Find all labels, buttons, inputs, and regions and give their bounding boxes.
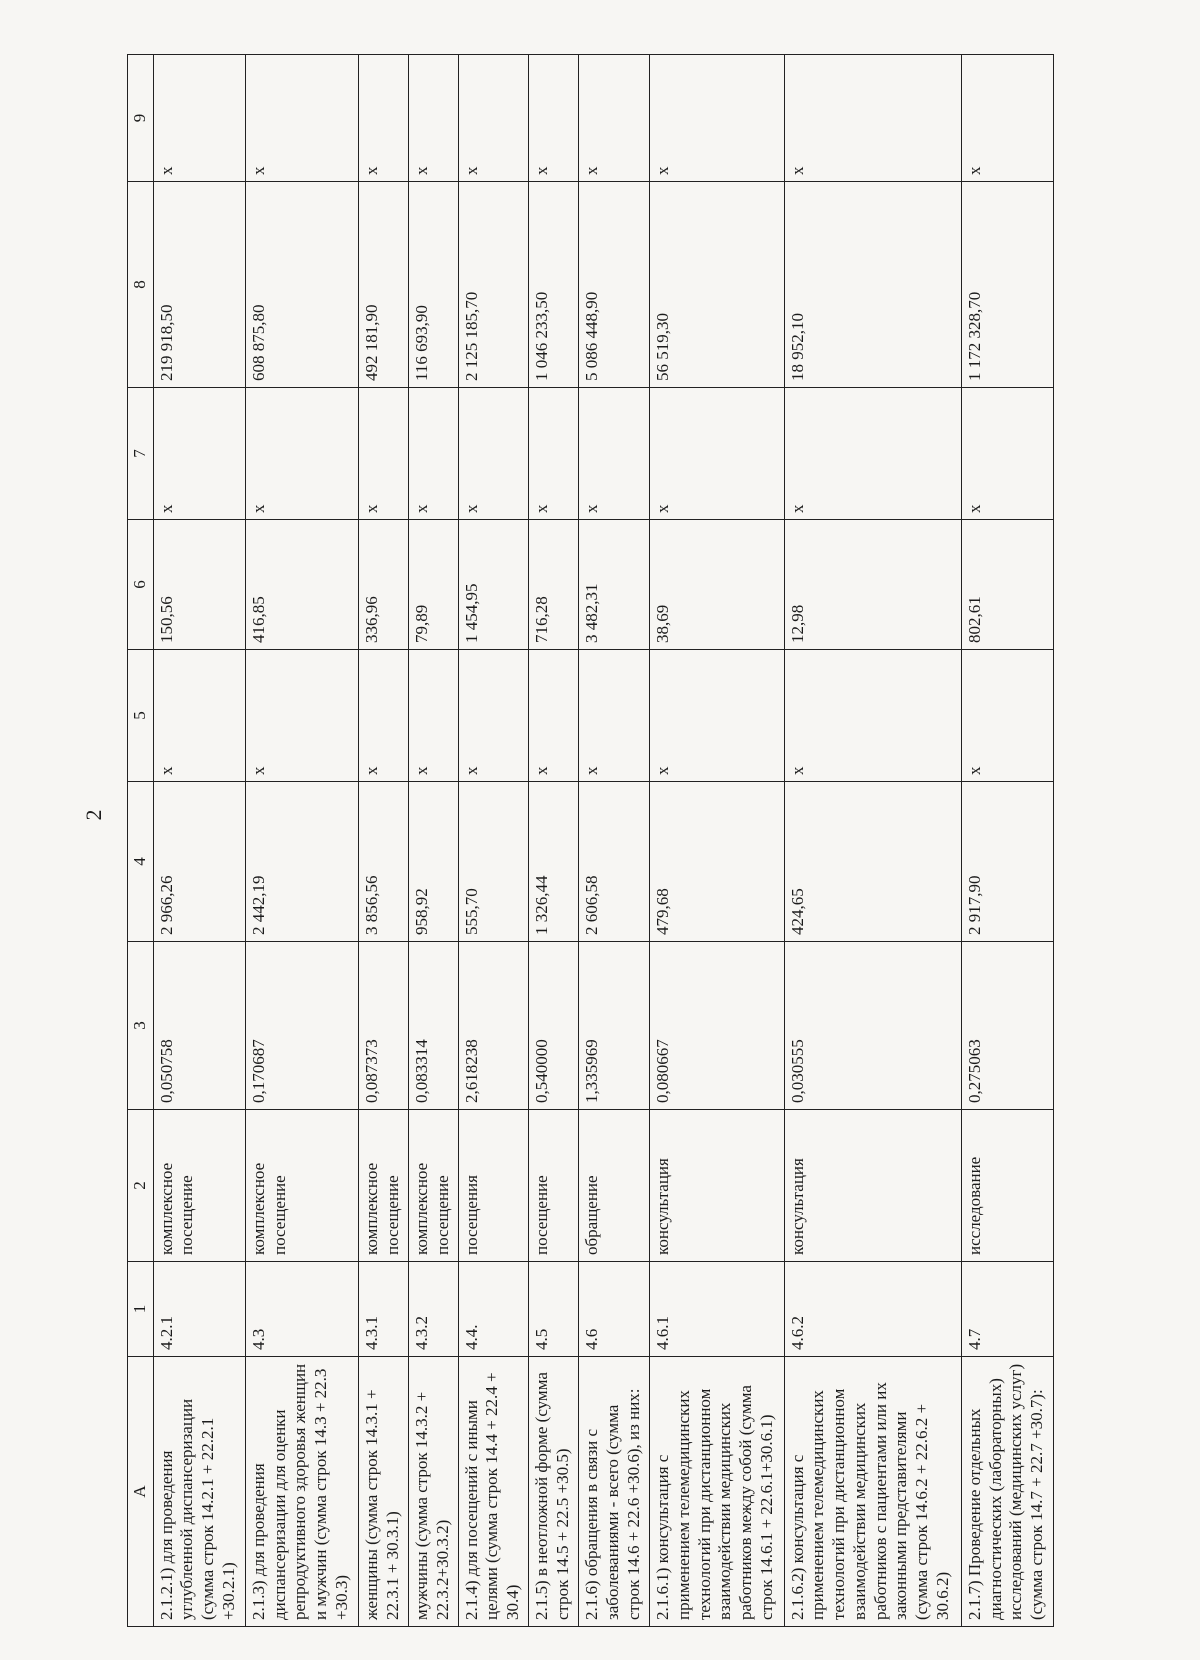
mark-cell-9: x <box>529 55 579 182</box>
value-cell-4: 555,70 <box>458 782 529 942</box>
row-label: 2.1.6.1) консультация с применением телемедицинских технологий при дистанционном взаимодействии медицинских работников между собой (сумма строк 14.6.1 + 22.6.1+30.6.1) <box>650 1357 785 1627</box>
page-number: 2 <box>81 809 106 821</box>
value-cell-6: 150,56 <box>153 520 245 650</box>
mark-cell-5: x <box>961 650 1053 782</box>
value-cell-6: 12,98 <box>784 520 961 650</box>
column-header: A <box>128 1357 154 1627</box>
value-cell-6: 38,69 <box>650 520 785 650</box>
value-cell-6: 716,28 <box>529 520 579 650</box>
column-header: 6 <box>128 520 154 650</box>
value-cell-6: 802,61 <box>961 520 1053 650</box>
value-cell-8: 1 046 233,50 <box>529 182 579 388</box>
value-cell-8: 608 875,80 <box>245 182 358 388</box>
mark-cell-9: x <box>245 55 358 182</box>
unit-cell: комплексное посещение <box>153 1110 245 1262</box>
unit-cell: исследование <box>961 1110 1053 1262</box>
column-header: 7 <box>128 388 154 520</box>
row-number: 4.6.1 <box>650 1262 785 1357</box>
value-cell-4: 2 966,26 <box>153 782 245 942</box>
value-cell-6: 336,96 <box>359 520 409 650</box>
mark-cell-9: x <box>359 55 409 182</box>
value-cell-4: 1 326,44 <box>529 782 579 942</box>
mark-cell-5: x <box>458 650 529 782</box>
unit-cell: посещения <box>458 1110 529 1262</box>
row-number: 4.3.1 <box>359 1262 409 1357</box>
column-header: 9 <box>128 55 154 182</box>
table-row <box>784 55 961 1627</box>
unit-cell: комплексное посещение <box>359 1110 409 1262</box>
value-cell-4: 958,92 <box>408 782 458 942</box>
value-cell-3: 0,540000 <box>529 942 579 1110</box>
value-cell-6: 416,85 <box>245 520 358 650</box>
value-cell-4: 2 442,19 <box>245 782 358 942</box>
value-cell-8: 56 519,30 <box>650 182 785 388</box>
column-header: 8 <box>128 182 154 388</box>
table-row <box>529 55 579 1627</box>
value-cell-4: 2 606,58 <box>579 782 650 942</box>
row-label: 2.1.6) обращения в связи с заболеваниями - всего (сумма строк 14.6 + 22.6 +30.6), из них: <box>579 1357 650 1627</box>
mark-cell-7: x <box>529 388 579 520</box>
mark-cell-7: x <box>961 388 1053 520</box>
value-cell-4: 2 917,90 <box>961 782 1053 942</box>
value-cell-3: 0,080667 <box>650 942 785 1110</box>
value-cell-6: 79,89 <box>408 520 458 650</box>
table-row <box>650 55 785 1627</box>
mark-cell-5: x <box>784 650 961 782</box>
unit-cell: консультация <box>650 1110 785 1262</box>
row-number: 4.5 <box>529 1262 579 1357</box>
row-label: 2.1.7) Проведение отдельных диагностических (лабораторных) исследований (медицинских услуг) (сумма строк 14.7 + 22.7 +30.7): <box>961 1357 1053 1627</box>
row-number: 4.3 <box>245 1262 358 1357</box>
mark-cell-7: x <box>245 388 358 520</box>
table-row <box>458 55 529 1627</box>
value-cell-3: 0,170687 <box>245 942 358 1110</box>
unit-cell: комплексное посещение <box>408 1110 458 1262</box>
mark-cell-9: x <box>784 55 961 182</box>
mark-cell-7: x <box>458 388 529 520</box>
row-number: 4.7 <box>961 1262 1053 1357</box>
mark-cell-7: x <box>408 388 458 520</box>
value-cell-4: 424,65 <box>784 782 961 942</box>
value-cell-4: 479,68 <box>650 782 785 942</box>
mark-cell-9: x <box>579 55 650 182</box>
mark-cell-9: x <box>153 55 245 182</box>
value-cell-3: 0,275063 <box>961 942 1053 1110</box>
mark-cell-5: x <box>245 650 358 782</box>
value-cell-3: 0,083314 <box>408 942 458 1110</box>
value-cell-3: 0,050758 <box>153 942 245 1110</box>
unit-cell: обращение <box>579 1110 650 1262</box>
row-number: 4.2.1 <box>153 1262 245 1357</box>
row-label: 2.1.6.2) консультация с применением телемедицинских технологий при дистанционном взаимодействии медицинских работников с пациентами или их законными представителями (сумма строк 14.6.2 + 22.6.2 + 30.6.2) <box>784 1357 961 1627</box>
data-table <box>127 54 1054 1627</box>
mark-cell-7: x <box>359 388 409 520</box>
mark-cell-7: x <box>153 388 245 520</box>
table-row <box>153 55 245 1627</box>
unit-cell: посещение <box>529 1110 579 1262</box>
row-label: 2.1.4) для посещений с иными целями (сумма строк 14.4 + 22.4 + 30.4) <box>458 1357 529 1627</box>
column-header: 1 <box>128 1262 154 1357</box>
mark-cell-5: x <box>529 650 579 782</box>
mark-cell-5: x <box>408 650 458 782</box>
value-cell-8: 492 181,90 <box>359 182 409 388</box>
value-cell-3: 1,335969 <box>579 942 650 1110</box>
row-number: 4.6 <box>579 1262 650 1357</box>
unit-cell: консультация <box>784 1110 961 1262</box>
row-label: женщины (сумма строк 14.3.1 + 22.3.1 + 30.3.1) <box>359 1357 409 1627</box>
value-cell-6: 3 482,31 <box>579 520 650 650</box>
row-number: 4.4. <box>458 1262 529 1357</box>
column-header: 4 <box>128 782 154 942</box>
row-number: 4.3.2 <box>408 1262 458 1357</box>
mark-cell-7: x <box>650 388 785 520</box>
mark-cell-9: x <box>458 55 529 182</box>
rotated-page-content <box>127 55 1054 1627</box>
table-row <box>961 55 1053 1627</box>
value-cell-3: 0,087373 <box>359 942 409 1110</box>
unit-cell: комплексное посещение <box>245 1110 358 1262</box>
mark-cell-5: x <box>650 650 785 782</box>
value-cell-6: 1 454,95 <box>458 520 529 650</box>
table-header-row <box>128 55 154 1627</box>
value-cell-8: 18 952,10 <box>784 182 961 388</box>
mark-cell-9: x <box>408 55 458 182</box>
table-row <box>408 55 458 1627</box>
table-row <box>579 55 650 1627</box>
value-cell-3: 2,618238 <box>458 942 529 1110</box>
row-label: 2.1.5) в неотложной форме (сумма строк 14.5 + 22.5 +30.5) <box>529 1357 579 1627</box>
table-body <box>153 55 1053 1627</box>
column-header: 3 <box>128 942 154 1110</box>
value-cell-3: 0,030555 <box>784 942 961 1110</box>
mark-cell-9: x <box>650 55 785 182</box>
row-number: 4.6.2 <box>784 1262 961 1357</box>
mark-cell-5: x <box>579 650 650 782</box>
mark-cell-5: x <box>359 650 409 782</box>
value-cell-8: 2 125 185,70 <box>458 182 529 388</box>
column-header: 2 <box>128 1110 154 1262</box>
value-cell-8: 219 918,50 <box>153 182 245 388</box>
value-cell-8: 1 172 328,70 <box>961 182 1053 388</box>
row-label: мужчины (сумма строк 14.3.2 + 22.3.2+30.3.2) <box>408 1357 458 1627</box>
mark-cell-7: x <box>579 388 650 520</box>
mark-cell-7: x <box>784 388 961 520</box>
row-label: 2.1.3) для проведения диспансеризации для оценки репродуктивного здоровья женщин и мужчин (сумма строк 14.3 + 22.3 +30.3) <box>245 1357 358 1627</box>
value-cell-8: 116 693,90 <box>408 182 458 388</box>
table-row <box>359 55 409 1627</box>
row-label: 2.1.2.1) для проведения углубленной диспансеризации (сумма строк 14.2.1 + 22.2.1 +30.2.1) <box>153 1357 245 1627</box>
column-header: 5 <box>128 650 154 782</box>
mark-cell-5: x <box>153 650 245 782</box>
value-cell-8: 5 086 448,90 <box>579 182 650 388</box>
value-cell-4: 3 856,56 <box>359 782 409 942</box>
table-row <box>245 55 358 1627</box>
mark-cell-9: x <box>961 55 1053 182</box>
